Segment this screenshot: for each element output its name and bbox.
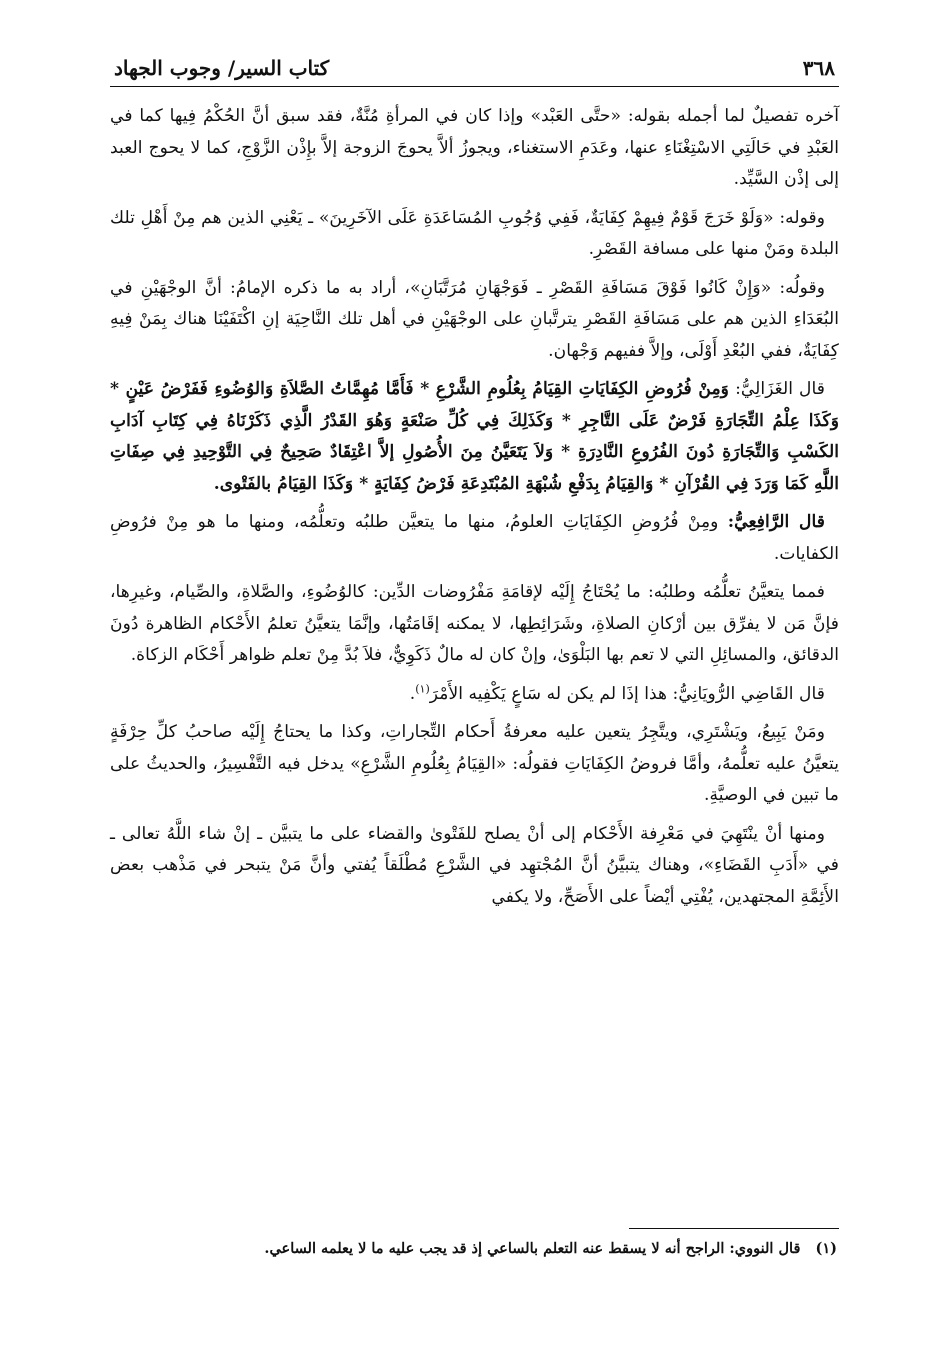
rafii-label: قال الرَّافِعِيُّ:	[727, 512, 826, 532]
paragraph-8: ومَنْ يَبِيعُ، ويَشْتَرِي، ويتَّجِرُ يتعين عليه معرفةُ أَحكام التِّجاراتِ، وكذا ما يحتاجُ إِلَيْه صاحبُ كلِّ حِرْفَةٍ يتعيَّنُ عليه تعلُّمهُ، وأمَّا فروضُ الكِفَايَاتِ فقولُه: «القِيَامُ بِعُلُومِ الشَّرْعِ» يدخل فيه التَّفْسِيرُ، والحديثُ على ما تبين في الوصيَّةِ.	[110, 722, 839, 805]
paragraph-7	[110, 679, 839, 711]
running-header	[110, 38, 839, 87]
paragraph-9: ومنها أنْ ينْتَهِيَ في مَعْرِفة الأَحْكام إلى أنْ يصلح للفَتْوىٰ والقضاء على ما يتبيَّن ـ إنْ شاء اللَّهُ تعالى ـ في «أَدَبِ القَضَاءِ»، وهناك يتبيَّنُ أنَّ المُجْتهِد في الشَّرْعِ مُطْلَقاً يُفتي وأنَّ مَنْ يتبحر في مَذْهب بعض الأَئِمَّةِ المجتهدين، يُفْتِي أيْضاً على الأَصَحِّ، ولا يكفي	[110, 823, 839, 907]
ruyani-text: قال القَاضِي الرُّويَانِيُّ: هذا إذَا لم يكن له سَاعٍ يَكْفِيه الأَمْرَ	[429, 683, 825, 704]
ruyani-end: .	[409, 683, 416, 704]
footnote-divider	[629, 1228, 839, 1229]
book-title: كتاب السير/ وجوب الجهاد	[114, 56, 330, 80]
ghazali-label: قال الغَزَالِيُّ:	[735, 379, 826, 399]
page-number: ٣٦٨	[802, 56, 835, 80]
ghazali-text: وَمِنْ فُرُوضِ الكِفَايَاتِ القِيَامُ بِعُلُومِ الشَّرْعِ * فَأَمَّا مُهِمَّاتُ الصَّلاَةِ وَالوُضُوءِ فَفَرْضُ عَيْنٍ * وَكَذَا عِلْمُ التِّجَارَةِ فَرْضٌ عَلَى التَّاجِرِ * وَكَذَلِكَ فِي كُلِّ صَنْعَةٍ وَهُوَ القَدْرُ الَّذِي ذَكَرْنَاهُ فِي كِتَابِ آدَابِ الكَسْبِ وَالتِّجَارَةِ دُونَ الفُرُوعِ النَّادِرَةِ * وَلاَ يَتَعَيَّنُ مِنَ الأُصُولِ إلاَّ اعْتِقَادٌ صَحِيحٌ فِي التَّوْحِيدِ فِي صِفَاتِ اللَّهِ كَمَا وَرَدَ فِي القُرْآنِ * وَالقِيَامُ بِدَفْعِ شُبْهَةِ المُبْتَدِعَةِ فَرْضُ كِفَايَةٍ * وَكَذَا القِيَامُ بالفَتْوى.	[110, 379, 839, 494]
paragraph-1: آخره تفصيلٌ لما أجمله بقوله: «حتَّى العَبْد» وإذا كان في المرأةِ مُنَّةٌ، فقد سبق أنَّ الحُكْمُ فِيها كما في العَبْدِ في حَالَتِي الاسْتِغْنَاءِ عنها، وعَدَمِ الاستغناء، ويجوزُ ألاَّ يحوجَ الزوجة إلاَّ بإِذْن الزَّوْجِ، كما لا يحوج العبد إلى إذْن السَّيِّد.	[110, 106, 839, 189]
footnote-reference: (١)	[415, 681, 430, 695]
paragraph-6: فمما يتعيَّنُ تعلُّمُه وطلبُه: ما يُحْتَاجُ إِلَيْه لإقامَةِ مَفْرُوضات الدِّين: كالوُضُوءِ، والصَّلاةِ، والصِّيام، وغيرِها، فإنَّ مَن لا يفرِّق بين أرْكانِ الصلاةِ، وشَرَائِطِها، لا يمكنه إقَامَتُها، وإنَّمَا يتعيَّنُ تعلمُ الأَحْكام الظاهرة دُونَ الدقائق، والمسائِلِ التي لا تعم بها البَلْوَىٰ، وإنْ كان له مالٌ ذَكَوِيٌّ، فلاَ بُدَّ مِنْ تعلم ظواهر أَحْكَام الزكاة.	[110, 582, 839, 665]
footnote-text: قال النووي: الراجح أنه لا يسقط عنه التعلم بالساعي إذ قد يجب عليه ما لا يعلمه الساعي.	[264, 1240, 801, 1257]
footnote	[110, 1236, 837, 1262]
paragraph-3: وقولُه: «وَإِنْ كَانُوا فَوْقَ مَسَافَةِ القَصْرِ ـ فَوَجْهَانِ مُرَتَّبَانِ»، أراد به ما ذكره الإمامُ: أنَّ الوجْهَيْنِ في البُعَدَاءِ الذين هم على مَسَافَةِ القَصْرِ يترتَّبانِ على الوجْهَيْنِ في أهل تلك النَّاحِيَة إنِ اكْتَفَيْنَا هناك بِمَنْ فِيهِ كِفَايَةٌ، ففي البُعْدِ أَوْلَى، وإلاَّ ففيهم وَجْهان.	[110, 277, 839, 361]
paragraph-2: وقوله: «وَلَوْ خَرَجَ قَوْمٌ فِيهِمْ كِفَايَةٌ، فَفِي وُجُوبِ المُسَاعَدَةِ عَلَى الآخَرِينَ» ـ يَعْنِي الذين هم مِنْ أَهْلِ تلك البلدة ومَنْ منها على مسافة القَصْرِ.	[110, 207, 839, 259]
rafii-text: ومِنْ فُرُوضِ الكِفَايَاتِ العلومُ، منها ما يتعيَّن طلبُه وتعلُّمُه، ومنها ما هو مِنْ فرُوضِ الكفايات.	[110, 512, 839, 564]
page-body	[110, 101, 839, 913]
paragraph-rafii	[110, 507, 839, 570]
paragraph-ghazali	[110, 374, 839, 500]
footnote-number: (١)	[815, 1240, 837, 1257]
